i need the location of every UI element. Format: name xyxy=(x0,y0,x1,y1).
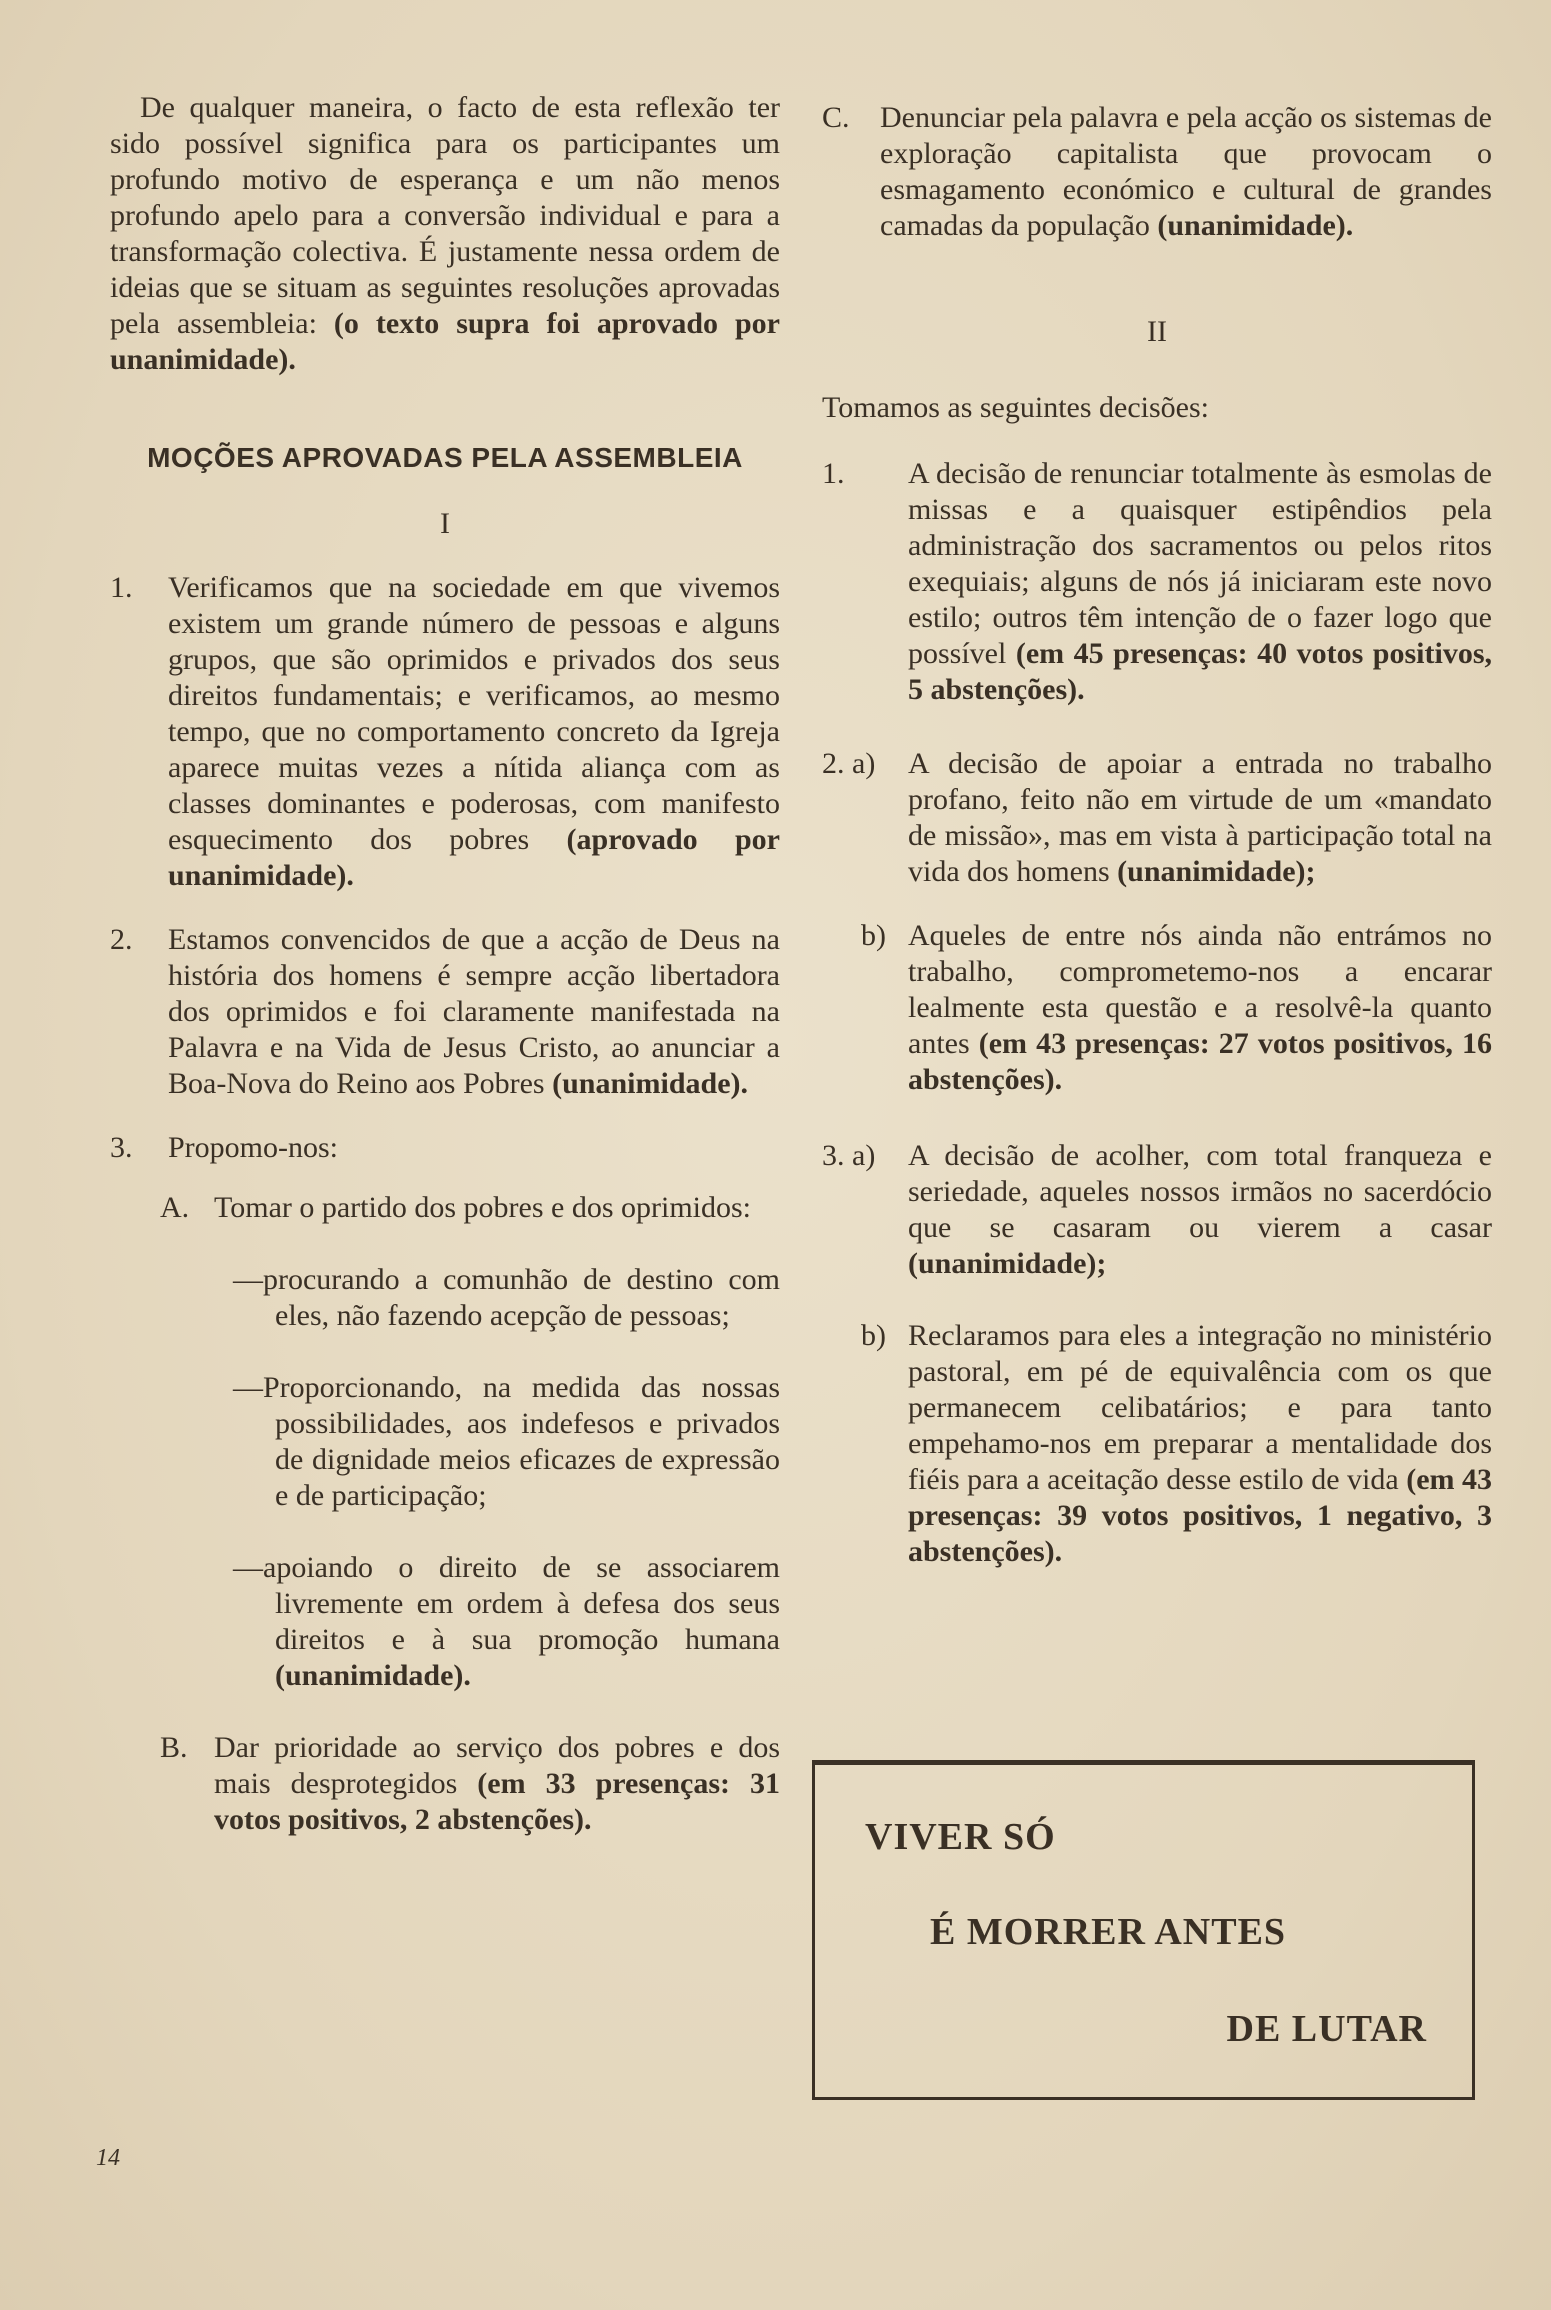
sub-item-text: Tomar o partido dos pobres e dos oprimidos: xyxy=(214,1191,751,1224)
sub-item-letter: C. xyxy=(822,101,850,134)
sub-item-c xyxy=(822,100,1492,244)
item-text: Verificamos que na sociedade em que vivemos existem um grande número de pessoas e alguns grupos, que são oprimidos e privados dos seus direitos fundamentais; e verificamos, ao mesmo tempo, que no comportamento concreto da Igreja aparece muitas vezes a nítida aliança com as classes dominantes e poderosas, com manifesto esquecimento dos pobres xyxy=(168,571,780,856)
item-text: Aqueles de entre nós ainda não entrámos no trabalho, comprometemo-nos a encarar lealmente esta questão e a resolvê-la quanto antes xyxy=(908,919,1492,1060)
item-text: A decisão de acolher, com total franqueza e seriedade, aqueles nossos irmãos no sacerdócio que se casaram ou vierem a casar xyxy=(908,1139,1492,1244)
roman-numeral-one: I xyxy=(440,507,450,540)
vote-note: (em 45 presenças: 40 votos positivos, 5 abstenções). xyxy=(908,637,1492,706)
sub-item-letter: B. xyxy=(160,1731,188,1764)
sub-item-text: Denunciar pela palavra e pela acção os sistemas de exploração capitalista que provocam o esmagamento económico e cultural de grandes camadas da população xyxy=(880,101,1492,242)
dash-mark: — xyxy=(233,1371,263,1404)
motion-item-1 xyxy=(110,570,780,894)
item-letter: b) xyxy=(861,919,886,952)
slogan-line-2: É MORRER ANTES xyxy=(930,1911,1287,1953)
dash-item-1 xyxy=(110,1262,780,1334)
dash-text: apoiando o direito de se associarem livremente em ordem à defesa dos seus direitos e à sua promoção humana xyxy=(263,1551,780,1656)
vote-note: (em 43 presenças: 39 votos positivos, 1 negativo, 3 abstenções). xyxy=(908,1463,1493,1568)
roman-numeral-two: II xyxy=(1147,315,1167,348)
sub-item-letter: A. xyxy=(160,1191,190,1224)
slogan-line-1: VIVER SÓ xyxy=(865,1816,1056,1858)
slogan-box xyxy=(812,1760,1475,2100)
decision-item-2a xyxy=(822,746,1492,890)
motion-item-3 xyxy=(110,1130,780,1166)
sub-item-text: Dar prioridade ao serviço dos pobres e dos mais desprotegidos xyxy=(214,1731,780,1800)
dash-mark: — xyxy=(233,1551,263,1584)
item-text: Reclaramos para eles a integração no ministério pastoral, em pé de equivalência com os que permanecem celibatários; e para tanto empehamo-nos em preparar a mentalidade dos fiéis para a aceitação desse estilo de vida xyxy=(908,1319,1492,1496)
section-heading: MOÇÕES APROVADAS PELA ASSEMBLEIA xyxy=(147,442,743,473)
item-letter: b) xyxy=(861,1319,886,1352)
vote-note: (em 43 presenças: 27 votos positivos, 16 abstenções). xyxy=(908,1027,1492,1096)
page-number: 14 xyxy=(96,2145,120,2171)
item-number: 2. a) xyxy=(822,747,876,780)
dash-item-2 xyxy=(110,1370,780,1514)
item-text: A decisão de apoiar a entrada no trabalho profano, feito não em virtude de um «mandato de missão», mas em vista à participação total na vida dos homens xyxy=(908,747,1492,888)
item-number: 3. a) xyxy=(822,1139,876,1172)
slogan-line-3: DE LUTAR xyxy=(1226,2008,1427,2050)
vote-note: (unanimidade). xyxy=(552,1067,749,1100)
decision-item-2b xyxy=(822,918,1492,1098)
left-column xyxy=(110,90,780,1838)
sub-item-a xyxy=(110,1190,780,1226)
item-text: A decisão de renunciar totalmente às esmolas de missas e a quaisquer estipêndios pela administração dos sacramentos ou pelos ritos exequiais; alguns de nós já iniciaram este novo estilo; outros têm intenção de o fazer logo que possível xyxy=(908,457,1492,670)
dash-text: Proporcionando, na medida das nossas possibilidades, aos indefesos e privados de dignidade meios eficazes de expressão e de participação; xyxy=(263,1371,780,1512)
vote-note: (unanimidade); xyxy=(1117,855,1316,888)
intro-paragraph xyxy=(110,90,780,378)
decisions-lead: Tomamos as seguintes decisões: xyxy=(822,391,1209,424)
item-number: 3. xyxy=(110,1131,133,1164)
motion-item-2 xyxy=(110,922,780,1102)
right-column xyxy=(822,100,1492,1570)
decision-item-1 xyxy=(822,456,1492,708)
intro-text: De qualquer maneira, o facto de esta reflexão ter sido possível significa para os participantes um profundo motivo de esperança e um não menos profundo apelo para a conversão individual e para a transformação colectiva. É justamente nessa ordem de ideias que se situam as seguintes resoluções aprovadas pela assembleia: xyxy=(110,91,780,340)
decision-item-3a xyxy=(822,1138,1492,1282)
dash-mark: — xyxy=(233,1263,263,1296)
decision-item-3b xyxy=(822,1318,1492,1570)
item-number: 2. xyxy=(110,923,133,956)
vote-note: (unanimidade). xyxy=(1157,209,1354,242)
vote-note: (aprovado por unanimidade). xyxy=(168,823,780,892)
item-number: 1. xyxy=(110,571,133,604)
intro-vote-note: (o texto supra foi aprovado por unanimidade). xyxy=(110,307,781,376)
dash-item-3 xyxy=(110,1550,780,1694)
item-number: 1. xyxy=(822,457,845,490)
vote-note: (unanimidade). xyxy=(275,1659,471,1692)
dash-text: procurando a comunhão de destino com eles, não fazendo acepção de pessoas; xyxy=(263,1263,780,1332)
sub-item-b xyxy=(110,1730,780,1838)
item-text: Propomo-nos: xyxy=(168,1131,339,1164)
vote-note: (em 33 presenças: 31 votos positivos, 2 abstenções). xyxy=(214,1767,780,1836)
item-text: Estamos convencidos de que a acção de Deus na história dos homens é sempre acção libertadora dos oprimidos e foi claramente manifestada na Palavra e na Vida de Jesus Cristo, ao anunciar a Boa-Nova do Reino aos Pobres xyxy=(168,923,780,1100)
vote-note: (unanimidade); xyxy=(908,1247,1107,1280)
